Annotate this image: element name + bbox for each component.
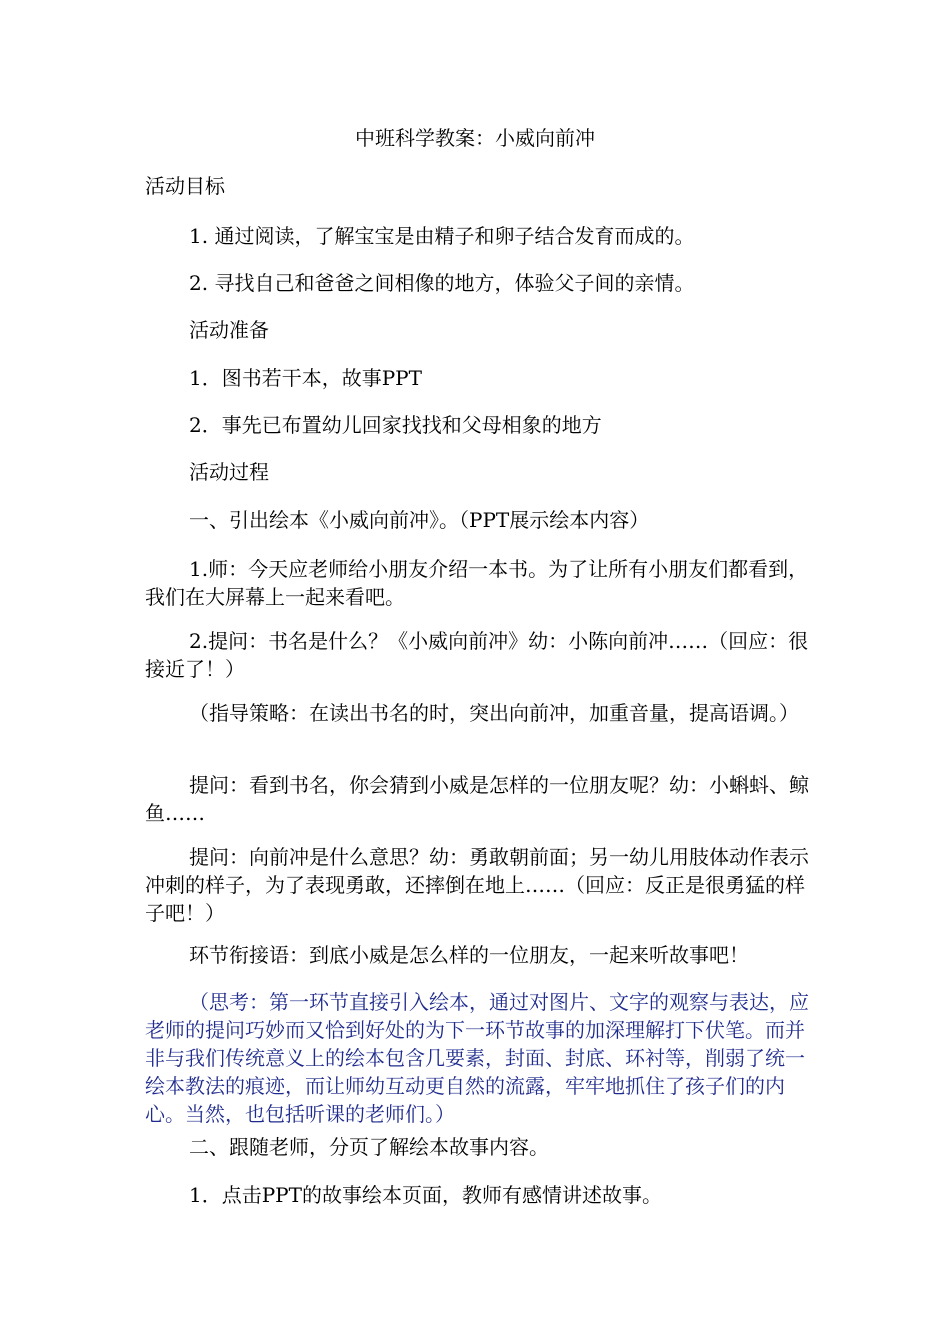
process-step-1-heading: 一、引出绘本《小威向前冲》。（PPT展示绘本内容） bbox=[189, 508, 650, 532]
preparation-item-2: 2．事先已布置幼儿回家找找和父母相象的地方 bbox=[189, 413, 602, 437]
section-heading-process: 活动过程 bbox=[189, 460, 269, 484]
document-title: 中班科学教案：小威向前冲 bbox=[355, 126, 595, 150]
guidance-strategy-note: （指导策略：在读出书名的时，突出向前冲，加重音量，提高语调。） bbox=[189, 701, 799, 725]
goal-item-2: 2. 寻找自己和爸爸之间相像的地方，体验父子间的亲情。 bbox=[189, 271, 695, 295]
process-paragraph: 提问：看到书名，你会猜到小威是怎样的一位朋友呢？幼：小蝌蚪、鲸鱼…… bbox=[145, 773, 809, 825]
preparation-item-1: 1．图书若干本，故事PPT bbox=[189, 366, 422, 390]
process-paragraph: 提问：向前冲是什么意思？幼：勇敢朝前面；另一幼儿用肢体动作表示冲刺的样子，为了表现勇敢，还摔倒在地上……（回应：反正是很勇猛的样子吧！） bbox=[145, 845, 809, 925]
reflection-note: （思考：第一环节直接引入绘本，通过对图片、文字的观察与表达，应老师的提问巧妙而又恰到好处的为下一环节故事的加深理解打下伏笔。而并非与我们传统意义上的绘本包含几要素，封面、封底、环衬等，削弱了统一绘本教法的痕迹，而让师幼互动更自然的流露，牢牢地抓住了孩子们的内心。当然，也包括听课的老师们。） bbox=[145, 990, 809, 1126]
process-paragraph: 2.提问：书名是什么？《小威向前冲》幼：小陈向前冲……（回应：很接近了！） bbox=[145, 629, 809, 681]
section-heading-preparation: 活动准备 bbox=[189, 318, 269, 342]
process-paragraph: 1.师：今天应老师给小朋友介绍一本书。为了让所有小朋友们都看到，我们在大屏幕上一起来看吧。 bbox=[145, 557, 809, 609]
goal-item-1: 1. 通过阅读，了解宝宝是由精子和卵子结合发育而成的。 bbox=[189, 224, 695, 248]
process-paragraph: 1．点击PPT的故事绘本页面，教师有感情讲述故事。 bbox=[189, 1183, 662, 1207]
transition-sentence: 环节衔接语：到底小威是怎么样的一位朋友，一起来听故事吧！ bbox=[189, 943, 749, 967]
section-heading-goals: 活动目标 bbox=[145, 174, 225, 198]
process-step-2-heading: 二、跟随老师，分页了解绘本故事内容。 bbox=[189, 1135, 549, 1159]
